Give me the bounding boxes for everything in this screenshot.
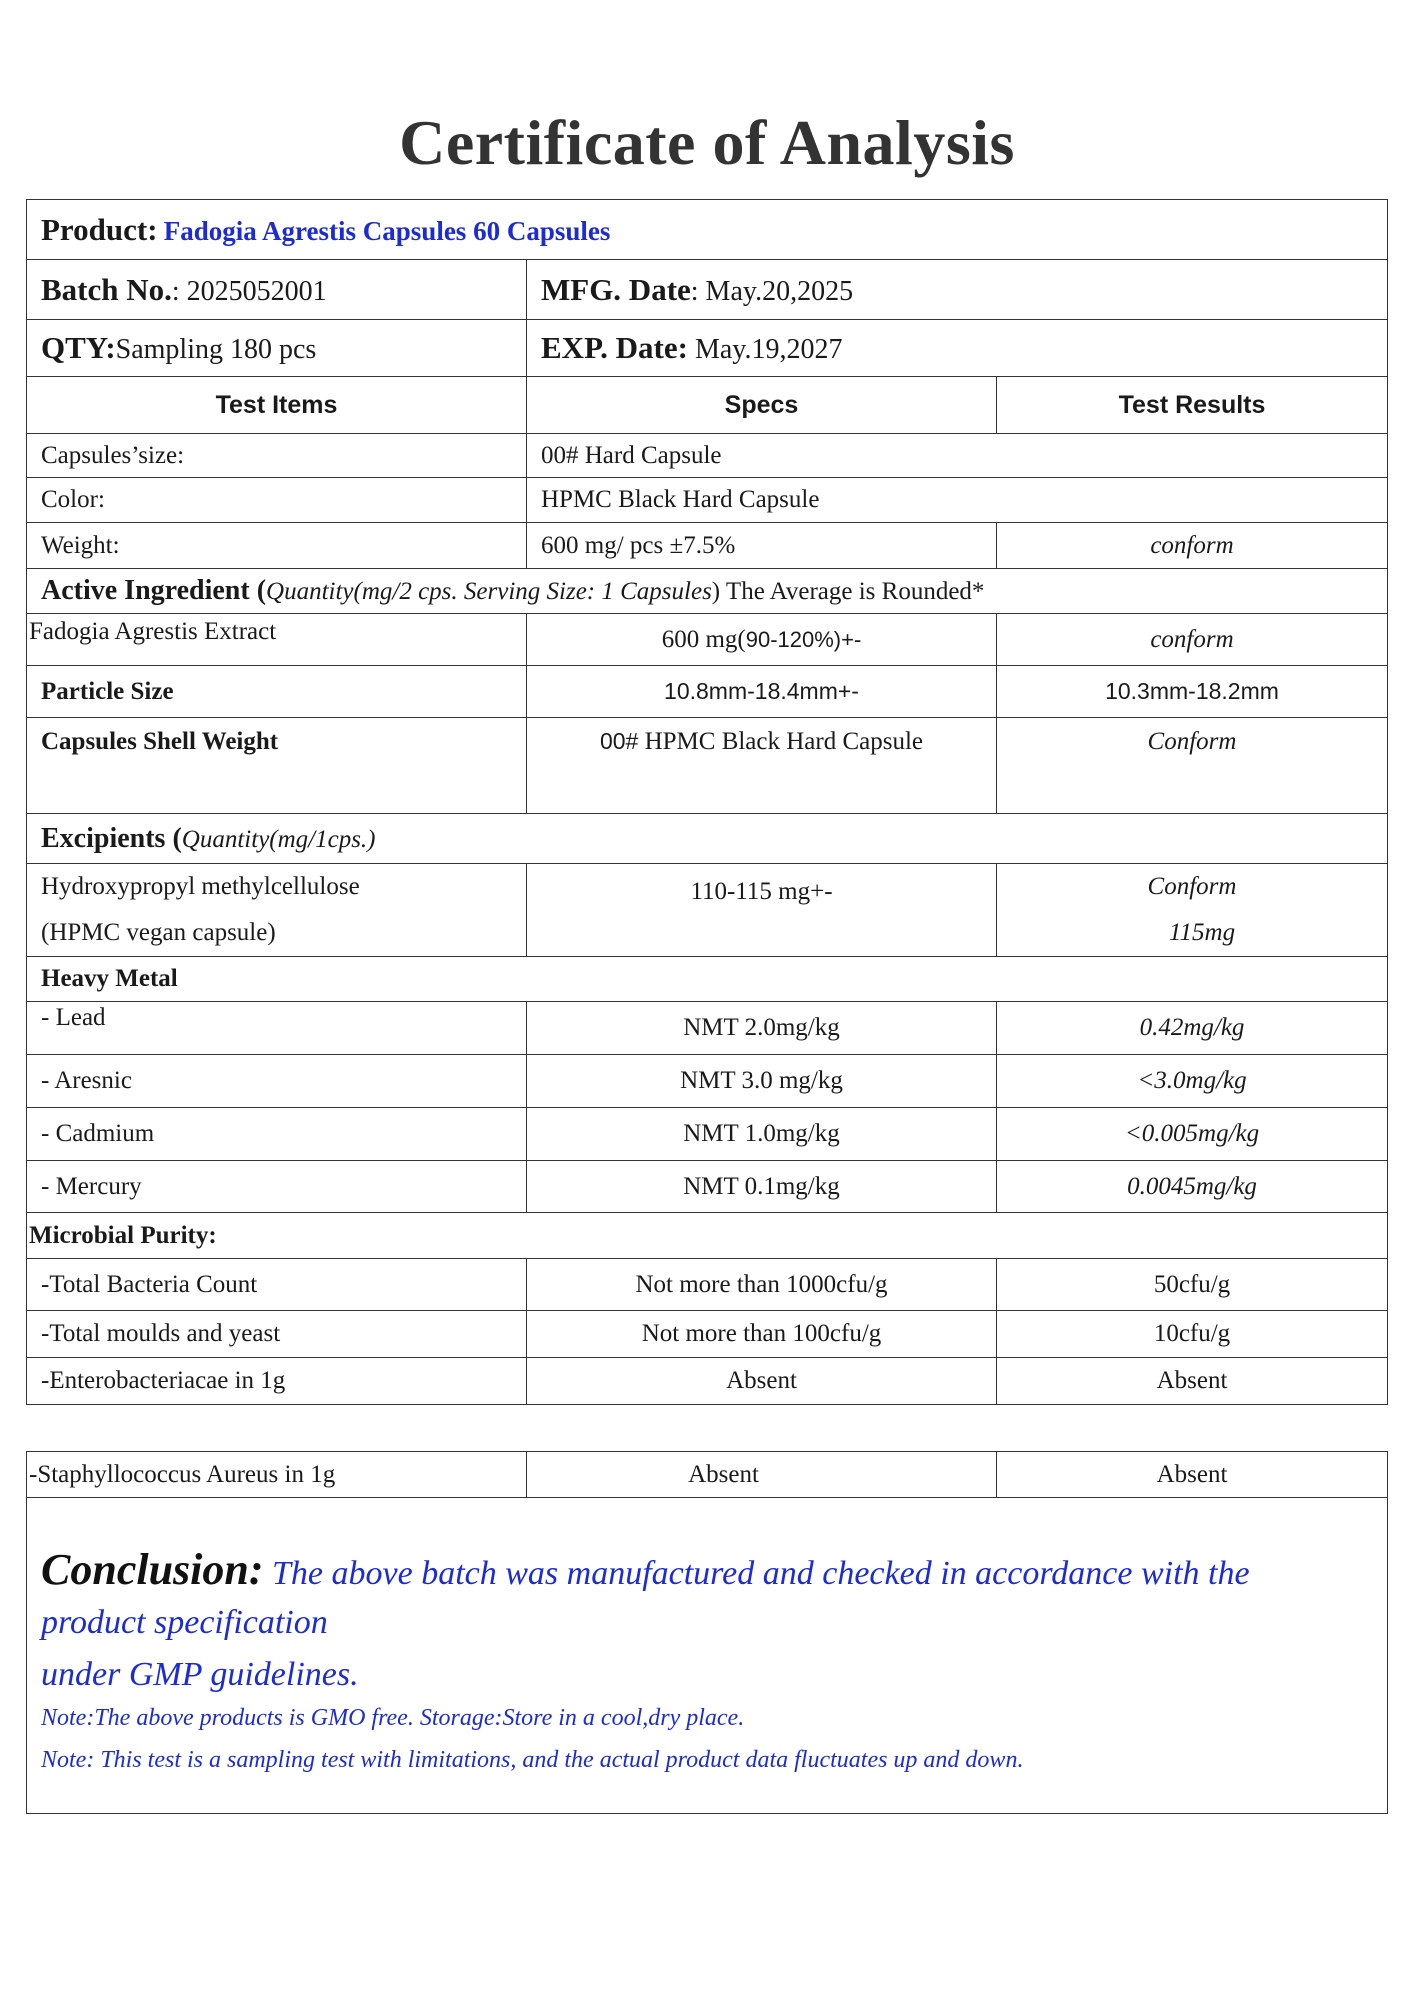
conclusion-text-line3: under GMP guidelines. [41, 1656, 359, 1693]
active-ingredient-header-row [27, 569, 1388, 614]
conclusion-cell [27, 1498, 1388, 1814]
active-quantity: Quantity(mg/2 cps. Serving Size: 1 Capsules [266, 578, 712, 605]
weight-spec: 600 mg/ pcs ±7.5% [527, 523, 997, 569]
microbial-row [27, 1358, 1388, 1405]
hpmc-item [27, 864, 527, 957]
heavy-metal-item-arsenic: - Aresnic [27, 1055, 527, 1108]
excipients-cell [27, 814, 1388, 864]
header-test-items: Test Items [27, 377, 527, 434]
page-title: Certificate of Analysis [399, 107, 1015, 178]
particle-size-spec: 10.8mm-18.4mm+- [527, 666, 997, 718]
staph-item: -Staphyllococcus Aureus in 1g [27, 1452, 527, 1498]
heavy-metal-row [27, 1108, 1388, 1161]
excipients-paren-open: ( [165, 822, 182, 854]
active-ingredient-cell [27, 569, 1388, 614]
product-name: Fadogia Agrestis Capsules 60 Capsules [163, 215, 611, 246]
extract-spec-a: 600 mg( [661, 625, 746, 653]
microbial-label: Microbial Purity: [27, 1213, 1388, 1259]
product-cell [27, 200, 1388, 260]
heavy-metal-row [27, 1161, 1388, 1213]
batch-cell [27, 260, 527, 320]
heavy-metal-item-mercury: - Mercury [27, 1161, 527, 1213]
microbial-item-bacteria: -Total Bacteria Count [27, 1259, 527, 1311]
mfg-value: : May.20,2025 [690, 275, 854, 307]
extract-result: conform [997, 614, 1388, 666]
extract-row [27, 614, 1388, 666]
heavy-metal-row [27, 1055, 1388, 1108]
heavy-metal-row [27, 1002, 1388, 1055]
exp-cell [527, 320, 1388, 377]
conclusion-row [27, 1498, 1388, 1814]
heavy-metal-result-mercury: 0.0045mg/kg [997, 1161, 1388, 1213]
particle-size-item: Particle Size [27, 666, 527, 718]
qty-value: Sampling 180 pcs [115, 334, 317, 365]
hpmc-result-line1: Conform [1147, 873, 1237, 900]
header-specs: Specs [527, 377, 997, 434]
hpmc-result [997, 864, 1388, 957]
batch-row [27, 260, 1388, 320]
heavy-metal-result-arsenic: <3.0mg/kg [997, 1055, 1388, 1108]
shell-weight-item: Capsules Shell Weight [27, 718, 527, 814]
exp-label: EXP. Date: [541, 330, 688, 365]
batch-value: : 2025052001 [171, 275, 327, 307]
header-test-results: Test Results [997, 377, 1388, 434]
active-ingredient-label: Active Ingredient [41, 575, 250, 606]
hpmc-result-line2: 115mg [1168, 919, 1236, 946]
hpmc-item-line2: (HPMC vegan capsule) [41, 919, 276, 946]
weight-result: conform [997, 523, 1388, 569]
microbial-item-enterobacteriacae: -Enterobacteriacae in 1g [27, 1358, 527, 1405]
mfg-label: MFG. Date [541, 271, 691, 307]
qty-cell [27, 320, 527, 377]
color-item: Color: [27, 478, 527, 523]
staph-row [27, 1452, 1388, 1498]
heavy-metal-label: Heavy Metal [27, 957, 1388, 1002]
microbial-spec-moulds: Not more than 100cfu/g [527, 1311, 997, 1358]
heavy-metal-spec-arsenic: NMT 3.0 mg/kg [527, 1055, 997, 1108]
note-gmo: Note:The above products is GMO free. Storage:Store in a cool,dry place. [41, 1705, 745, 1731]
heavy-metal-spec-lead: NMT 2.0mg/kg [527, 1002, 997, 1055]
extract-spec-b: 90-120%)+- [745, 626, 862, 652]
shell-weight-spec-b: HPMC Black Hard Capsule [638, 728, 924, 755]
staph-result: Absent [997, 1452, 1388, 1498]
heavy-metal-spec-cadmium: NMT 1.0mg/kg [527, 1108, 997, 1161]
batch-label: Batch No. [41, 271, 172, 307]
shell-weight-row [27, 718, 1388, 814]
heavy-metal-spec-mercury: NMT 0.1mg/kg [527, 1161, 997, 1213]
heavy-metal-item-cadmium: - Cadmium [27, 1108, 527, 1161]
heavy-metal-header-row [27, 957, 1388, 1002]
hpmc-spec: 110-115 mg+- [527, 864, 997, 957]
heavy-metal-result-lead: 0.42mg/kg [997, 1002, 1388, 1055]
heavy-metal-result-cadmium: <0.005mg/kg [997, 1108, 1388, 1161]
shell-weight-spec-a: 00# [599, 728, 639, 754]
microbial-result-bacteria: 50cfu/g [997, 1259, 1388, 1311]
excipients-quantity: Quantity(mg/1cps.) [181, 825, 376, 853]
extract-item: Fadogia Agrestis Extract [27, 614, 527, 666]
heavy-metal-item-lead: - Lead [27, 1002, 527, 1055]
microbial-spec-enterobacteriacae: Absent [527, 1358, 997, 1405]
product-label: Product: [41, 211, 158, 247]
active-paren-close: ) [711, 578, 721, 605]
conclusion-text-line1: The above batch was manufactured and checked in accordance with the [263, 1555, 1250, 1592]
microbial-row [27, 1259, 1388, 1311]
excipients-label: Excipients [41, 822, 166, 854]
qty-label: QTY: [41, 330, 116, 365]
capsule-size-row [27, 434, 1388, 478]
microbial-spec-bacteria: Not more than 1000cfu/g [527, 1259, 997, 1311]
product-row [27, 200, 1388, 260]
microbial-row [27, 1311, 1388, 1358]
hpmc-item-line1: Hydroxypropyl methylcellulose [41, 873, 360, 900]
capsule-size-item: Capsules’size: [27, 434, 527, 478]
weight-row [27, 523, 1388, 569]
capsule-size-spec: 00# Hard Capsule [527, 434, 1388, 478]
qty-row [27, 320, 1388, 377]
microbial-header-row [27, 1213, 1388, 1259]
microbial-result-moulds: 10cfu/g [997, 1311, 1388, 1358]
conclusion-table [26, 1451, 1388, 1814]
mfg-cell [527, 260, 1388, 320]
exp-value: May.19,2027 [687, 334, 843, 365]
conclusion-label: Conclusion: [41, 1545, 264, 1594]
conclusion-text-line2: product specification [41, 1604, 328, 1641]
color-row [27, 478, 1388, 523]
active-paren-open: ( [249, 575, 267, 606]
analysis-table [26, 199, 1388, 1405]
note-sampling: Note: This test is a sampling test with limitations, and the actual product data fluctuates up and down. [41, 1747, 1024, 1773]
color-spec: HPMC Black Hard Capsule [527, 478, 1388, 523]
microbial-result-enterobacteriacae: Absent [997, 1358, 1388, 1405]
microbial-item-moulds: -Total moulds and yeast [27, 1311, 527, 1358]
particle-size-row [27, 666, 1388, 718]
active-tail: The Average is Rounded* [720, 578, 985, 605]
excipients-header-row [27, 814, 1388, 864]
weight-item: Weight: [27, 523, 527, 569]
extract-spec [527, 614, 997, 666]
header-row [27, 377, 1388, 434]
staph-spec: Absent [527, 1452, 997, 1498]
shell-weight-spec [527, 718, 997, 814]
hpmc-row [27, 864, 1388, 957]
particle-size-result: 10.3mm-18.2mm [997, 666, 1388, 718]
shell-weight-result: Conform [997, 718, 1388, 814]
